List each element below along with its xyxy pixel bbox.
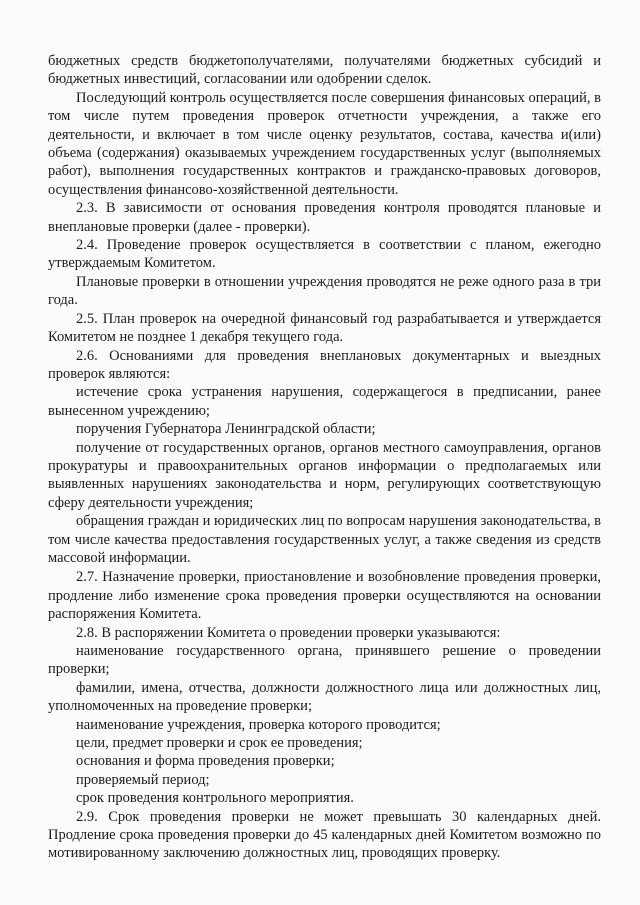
paragraph-planned-inspections: Плановые проверки в отношении учреждения проводятся не реже одного раза в три года. <box>48 273 601 309</box>
paragraph-2-3: 2.3. В зависимости от основания проведения контроля проводятся плановые и внеплановые проверки (далее - проверки). <box>48 200 601 235</box>
paragraph-2-7: 2.7. Назначение проверки, приостановление и возобновление проведения проверки, продление либо изменение срока проведения проверки осуществляются на основании распоряжения Комитета. <box>48 569 601 623</box>
document-body <box>48 52 601 863</box>
paragraph-2-8: 2.8. В распоряжении Комитета о проведении проверки указываются: <box>76 624 501 641</box>
list-item-governor-orders: поручения Губернатора Ленинградской области; <box>76 421 376 438</box>
list-item-grounds-form: основания и форма проведения проверки; <box>76 753 335 770</box>
list-item-info-from-authorities: получение от государственных органов, органов местного самоуправления, органов прокуратуры и правоохранительных органов информации о предполагаемых или выявленных нарушениях законодательства и норм, регулирующих соответствующую сферу деятельности учреждения; <box>48 439 601 511</box>
list-item-authority-name: наименование государственного органа, принявшего решение о проведении проверки; <box>48 643 601 678</box>
paragraph-2-6: 2.6. Основаниями для проведения внеплановых документарных и выездных проверок являются: <box>48 347 601 382</box>
list-item-institution-name: наименование учреждения, проверка которого проводится; <box>76 716 441 733</box>
paragraph-subsequent-control: Последующий контроль осуществляется после совершения финансовых операций, в том числе путем проведения проверок отчетности учреждения, а также его деятельности, и включает в том числе оценку результатов, состава, качества и(или) объема (содержания) оказываемых учреждением государственных услуг (выполняемых работ), выполнения государственных контрактов и гражданско-правовых договоров, осуществления финансово-хозяйственной деятельности. <box>48 89 601 198</box>
paragraph-2-5: 2.5. План проверок на очередной финансовый год разрабатывается и утверждается Комитетом не позднее 1 декабря текущего года. <box>48 310 601 346</box>
list-item-control-deadline: срок проведения контрольного мероприятия. <box>76 790 354 807</box>
list-item-citizen-appeals: обращения граждан и юридических лиц по вопросам нарушения законодательства, в том числе качества предоставления государственных услуг, а также сведения из средств массовой информации. <box>48 513 601 566</box>
list-item-deadline-expiry: истечение срока устранения нарушения, содержащегося в предписании, ранее вынесенном учреждению; <box>48 384 601 419</box>
list-item-audited-period: проверяемый период; <box>76 771 210 788</box>
list-item-goals-subject: цели, предмет проверки и срок ее проведения; <box>76 735 363 752</box>
list-item-official-names: фамилии, имена, отчества, должности должностного лица или должностных лиц, уполномоченных на проведение проверки; <box>48 679 601 715</box>
paragraph-2-9: 2.9. Срок проведения проверки не может превышать 30 календарных дней. Продление срока проведения проверки до 45 календарных дней Комитетом возможно по мотивированному заключению должностных лиц, проводящих проверку. <box>48 808 601 862</box>
paragraph-budget-continuation: бюджетных средств бюджетополучателями, получателями бюджетных субсидий и бюджетных инвестиций, согласовании или одобрении сделок. <box>48 53 601 88</box>
paragraph-2-4: 2.4. Проведение проверок осуществляется в соответствии с планом, ежегодно утверждаемым Комитетом. <box>48 237 601 272</box>
